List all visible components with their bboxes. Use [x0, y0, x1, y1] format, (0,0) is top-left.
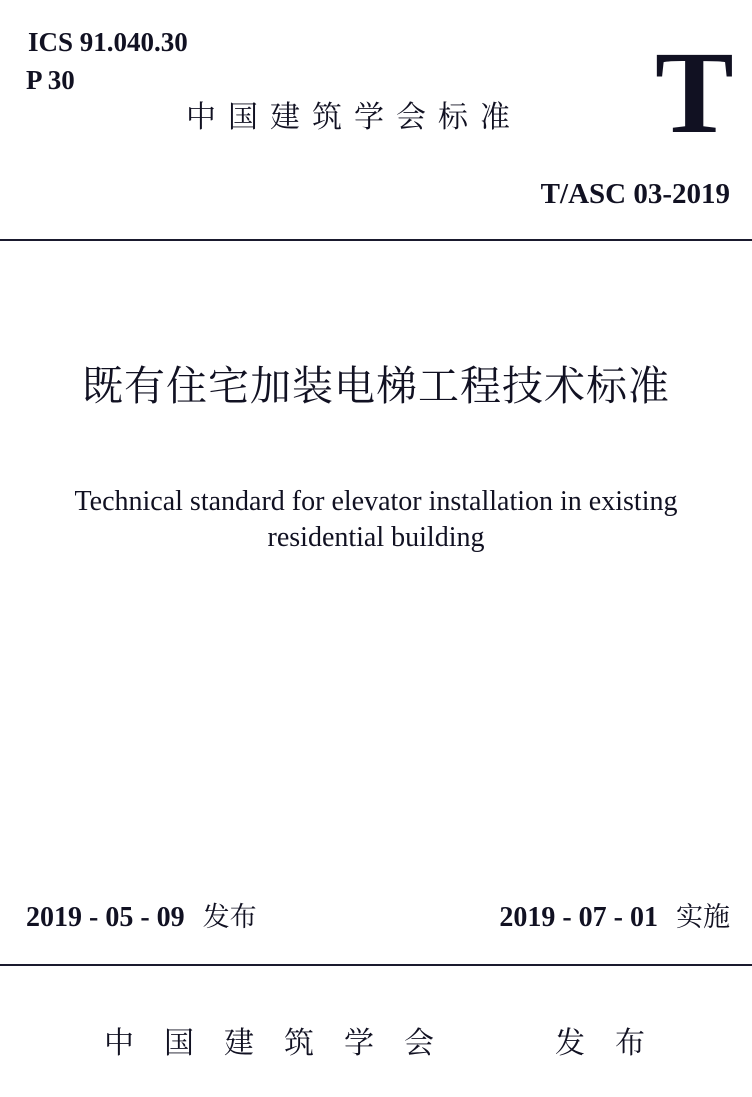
publish-label: 发布	[202, 902, 257, 933]
effective-date-block	[499, 900, 730, 936]
bottom-divider	[0, 964, 752, 966]
ics-code: ICS 91.040.30	[28, 27, 188, 57]
standard-number: T/ASC 03-2019	[540, 178, 730, 210]
effective-date: 2019 - 07 - 01	[499, 902, 658, 933]
title-english-line1: Technical standard for elevator installation in existing	[74, 486, 678, 517]
classification-code: P 30	[26, 65, 75, 95]
standard-type-letter: T	[655, 27, 734, 158]
title-english-line2: residential building	[267, 522, 485, 553]
publisher-verb: 发布	[555, 1026, 675, 1061]
standard-category: 中国建筑学会标准	[186, 100, 522, 135]
title-chinese: 既有住宅加装电梯工程技术标准	[82, 362, 670, 410]
publisher-name: 中国建筑学会	[104, 1026, 464, 1061]
publish-date: 2019 - 05 - 09	[26, 902, 185, 933]
publish-date-block	[26, 900, 257, 936]
title-english	[0, 484, 752, 556]
effective-label: 实施	[676, 902, 730, 933]
top-divider	[0, 239, 752, 241]
